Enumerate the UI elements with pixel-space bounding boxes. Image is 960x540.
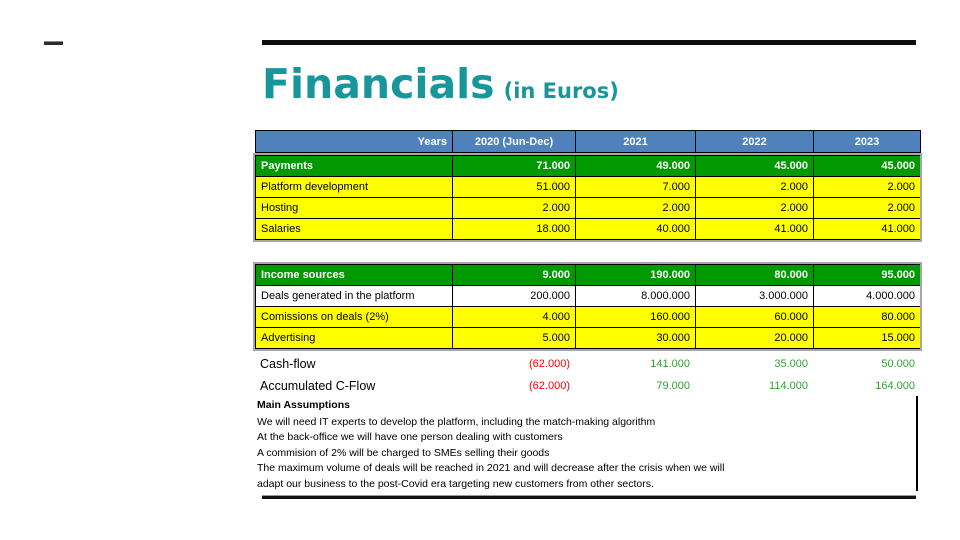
payments-block: [255, 155, 920, 240]
table-row: [256, 198, 921, 219]
row-label: Salaries: [256, 219, 453, 240]
bottom-border-line: [262, 495, 916, 499]
income-block: [255, 264, 920, 349]
row-label: Hosting: [256, 198, 453, 219]
assumptions-line: adapt our business to the post-Covid era targeting new customers from other sectors.: [257, 477, 654, 490]
row-label: Comissions on deals (2%): [256, 307, 453, 328]
cell-value: 2.000: [696, 177, 814, 198]
cell-value: 49.000: [576, 156, 696, 177]
top-left-dash: [44, 41, 63, 45]
page-title-subtitle: (in Euros): [503, 79, 619, 103]
cell-value: 2.000: [696, 198, 814, 219]
cell-value: 2.000: [576, 198, 696, 219]
cell-value: 79.000: [656, 380, 690, 392]
cell-value: 41.000: [696, 219, 814, 240]
right-border-line: [916, 396, 918, 491]
cell-value: 2.000: [453, 198, 576, 219]
table-row: [256, 328, 921, 349]
table-row: [256, 265, 921, 286]
header-cell-2021: 2021: [576, 131, 696, 153]
table-row: [256, 219, 921, 240]
cashflow-summary-table: [255, 353, 920, 397]
cell-value: 2.000: [814, 177, 921, 198]
cell-value: 7.000: [576, 177, 696, 198]
page-title: Financials: [262, 60, 495, 108]
header-cell-2022: 2022: [696, 131, 814, 153]
cell-value: 50.000: [881, 358, 915, 370]
cell-value: 71.000: [453, 156, 576, 177]
table-row: [255, 353, 920, 375]
payments-table: [255, 155, 921, 240]
table-row: [256, 177, 921, 198]
cell-value: (62.000): [529, 358, 570, 370]
income-table: [255, 264, 921, 349]
table-row: [256, 156, 921, 177]
assumptions-line: A commision of 2% will be charged to SMEs selling their goods: [257, 446, 550, 459]
cell-value: 60.000: [696, 307, 814, 328]
cell-value: 80.000: [696, 265, 814, 286]
assumptions-lines: [257, 415, 912, 493]
cell-value: 190.000: [576, 265, 696, 286]
row-label: Platform development: [256, 177, 453, 198]
cell-value: 160.000: [576, 307, 696, 328]
row-label: Deals generated in the platform: [256, 286, 453, 307]
cell-value: 35.000: [774, 358, 808, 370]
cell-value: 40.000: [576, 219, 696, 240]
row-label: Cash-flow: [260, 357, 316, 371]
header-cell-2020: 2020 (Jun-Dec): [453, 131, 576, 153]
cell-value: 200.000: [453, 286, 576, 307]
financials-table-header: [255, 130, 921, 153]
cell-value: 4.000.000: [814, 286, 921, 307]
header-cell-years: Years: [256, 131, 453, 153]
row-label: Advertising: [256, 328, 453, 349]
cell-value: 51.000: [453, 177, 576, 198]
cell-value: 8.000.000: [576, 286, 696, 307]
assumptions-line: At the back-office we will have one person dealing with customers: [257, 431, 563, 443]
cell-value: 45.000: [696, 156, 814, 177]
assumptions-block: [257, 398, 912, 492]
cell-value: 141.000: [650, 358, 690, 370]
cell-value: 80.000: [814, 307, 921, 328]
table-row: [256, 307, 921, 328]
cell-value: 114.000: [769, 380, 808, 392]
header-cell-2023: 2023: [814, 131, 921, 153]
cell-value: 4.000: [453, 307, 576, 328]
cell-value: 164.000: [875, 380, 915, 392]
cell-value: 9.000: [453, 265, 576, 286]
assumptions-line: We will need IT experts to develop the platform, including the match-making algorithm: [257, 415, 656, 428]
cell-value: 15.000: [814, 328, 921, 349]
cell-value: 41.000: [814, 219, 921, 240]
table-row: [256, 286, 921, 307]
cell-value: 18.000: [453, 219, 576, 240]
cell-value: 2.000: [814, 198, 921, 219]
table-row: [255, 375, 920, 397]
row-label: Payments: [256, 156, 453, 177]
cell-value: (62.000): [529, 380, 570, 392]
header-row: [256, 131, 921, 153]
cell-value: 20.000: [696, 328, 814, 349]
cell-value: 30.000: [576, 328, 696, 349]
row-label: Accumulated C-Flow: [260, 379, 376, 393]
cell-value: 45.000: [814, 156, 921, 177]
cell-value: 3.000.000: [696, 286, 814, 307]
assumptions-line: The maximum volume of deals will be reached in 2021 and will decrease after the crisis when we will: [257, 462, 725, 474]
cell-value: 95.000: [814, 265, 921, 286]
cell-value: 5.000: [453, 328, 576, 349]
assumptions-heading: Main Assumptions: [257, 399, 350, 411]
row-label: Income sources: [256, 265, 453, 286]
top-divider-bar: [262, 40, 916, 45]
page-title-group: [262, 62, 619, 107]
financials-table-area: [255, 130, 920, 397]
